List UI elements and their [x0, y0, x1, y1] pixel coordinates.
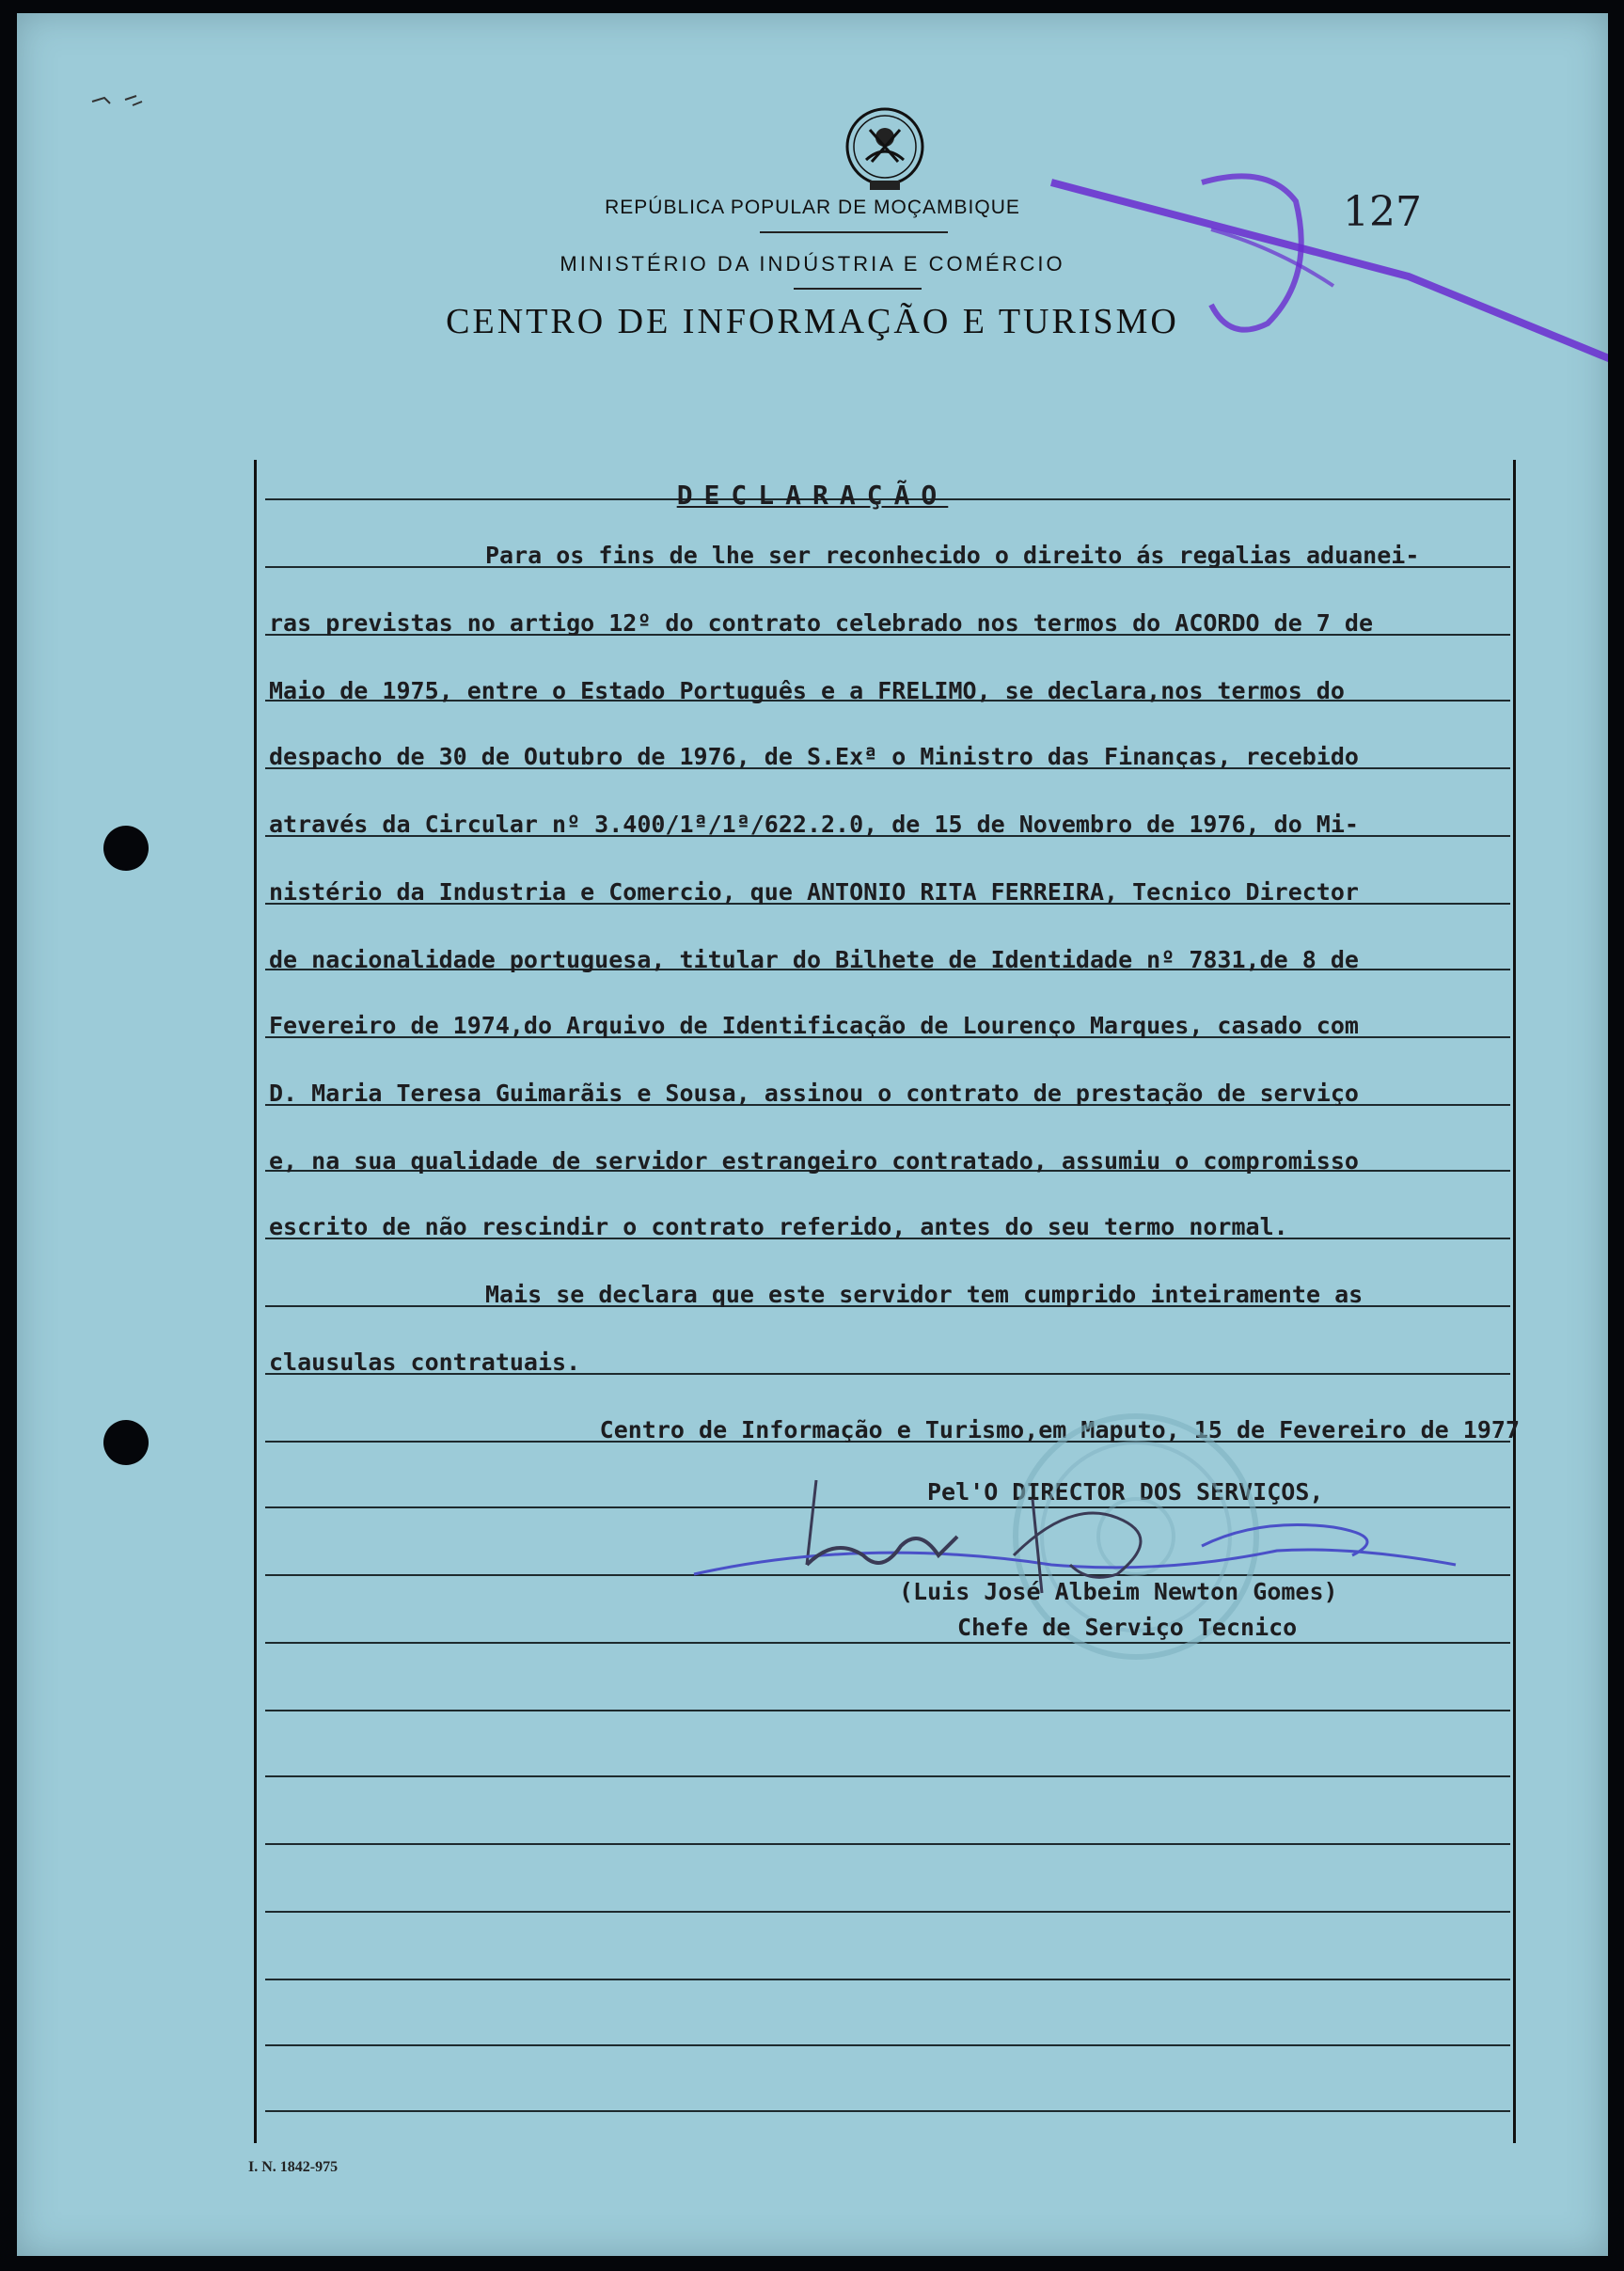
body-line: despacho de 30 de Outubro de 1976, de S.Exª o Ministro das Finanças, recebido	[269, 743, 1359, 770]
top-marks-decoration	[87, 81, 191, 118]
body-line: Mais se declara que este servidor tem cumprido inteiramente as	[485, 1281, 1364, 1308]
signatory-title: Chefe de Serviço Tecnico	[957, 1614, 1298, 1641]
header-center: CENTRO DE INFORMAÇÃO E TURISMO	[446, 302, 1179, 341]
header-republic: REPÚBLICA POPULAR DE MOÇAMBIQUE	[605, 197, 1020, 218]
body-line: de nacionalidade portuguesa, titular do Bilhete de Identidade nº 7831,de 8 de	[269, 946, 1359, 973]
form-rule	[265, 1710, 1510, 1711]
form-rule	[265, 2044, 1510, 2046]
document-page	[17, 13, 1608, 2256]
body-line: e, na sua qualidade de servidor estrangeiro contratado, assumiu o compromisso	[269, 1147, 1359, 1175]
form-rule	[265, 1642, 1510, 1644]
purple-ink-stroke-decoration	[1014, 164, 1608, 389]
form-rule	[265, 2110, 1510, 2112]
form-rule	[265, 1843, 1510, 1845]
punch-hole-top	[103, 826, 149, 871]
header-divider-1	[760, 231, 948, 233]
header-ministry: MINISTÉRIO DA INDÚSTRIA E COMÉRCIO	[560, 252, 1065, 276]
body-line: através da Circular nº 3.400/1ª/1ª/622.2.0, de 15 de Novembro de 1976, do Mi-	[269, 811, 1359, 838]
form-rule	[265, 1775, 1510, 1777]
document-title: DECLARAÇÃO	[676, 480, 949, 511]
reference-number: 127	[1343, 188, 1422, 236]
form-rule	[265, 1911, 1510, 1913]
header-divider-2	[794, 288, 922, 290]
body-line: D. Maria Teresa Guimarãis e Sousa, assinou o contrato de prestação de serviço	[269, 1080, 1359, 1107]
body-line: nistério da Industria e Comercio, que ANTONIO RITA FERREIRA, Tecnico Director	[269, 878, 1359, 906]
form-rule	[265, 1979, 1510, 1980]
body-line: ras previstas no artigo 12º do contrato celebrado nos termos do ACORDO de 7 de	[269, 609, 1373, 637]
place-date-line: Centro de Informação e Turismo,em Maputo, 15 de Fevereiro de 1977	[599, 1416, 1520, 1443]
body-line: Fevereiro de 1974,do Arquivo de Identificação de Lourenço Marques, casado com	[269, 1012, 1359, 1039]
signatory-name: (Luis José Albeim Newton Gomes)	[899, 1578, 1338, 1605]
body-line: escrito de não rescindir o contrato referido, antes do seu termo normal.	[269, 1213, 1288, 1240]
director-line: Pel'O DIRECTOR DOS SERVIÇOS,	[927, 1478, 1324, 1506]
mozambique-emblem-icon	[842, 105, 928, 196]
body-line: Para os fins de lhe ser reconhecido o direito ás regalias aduanei-	[485, 542, 1420, 569]
body-line: clausulas contratuais.	[269, 1348, 581, 1376]
form-code: I. N. 1842-975	[248, 2159, 339, 2175]
body-line: Maio de 1975, entre o Estado Português e a FRELIMO, se declara,nos termos do	[269, 677, 1345, 704]
punch-hole-bottom	[103, 1420, 149, 1465]
